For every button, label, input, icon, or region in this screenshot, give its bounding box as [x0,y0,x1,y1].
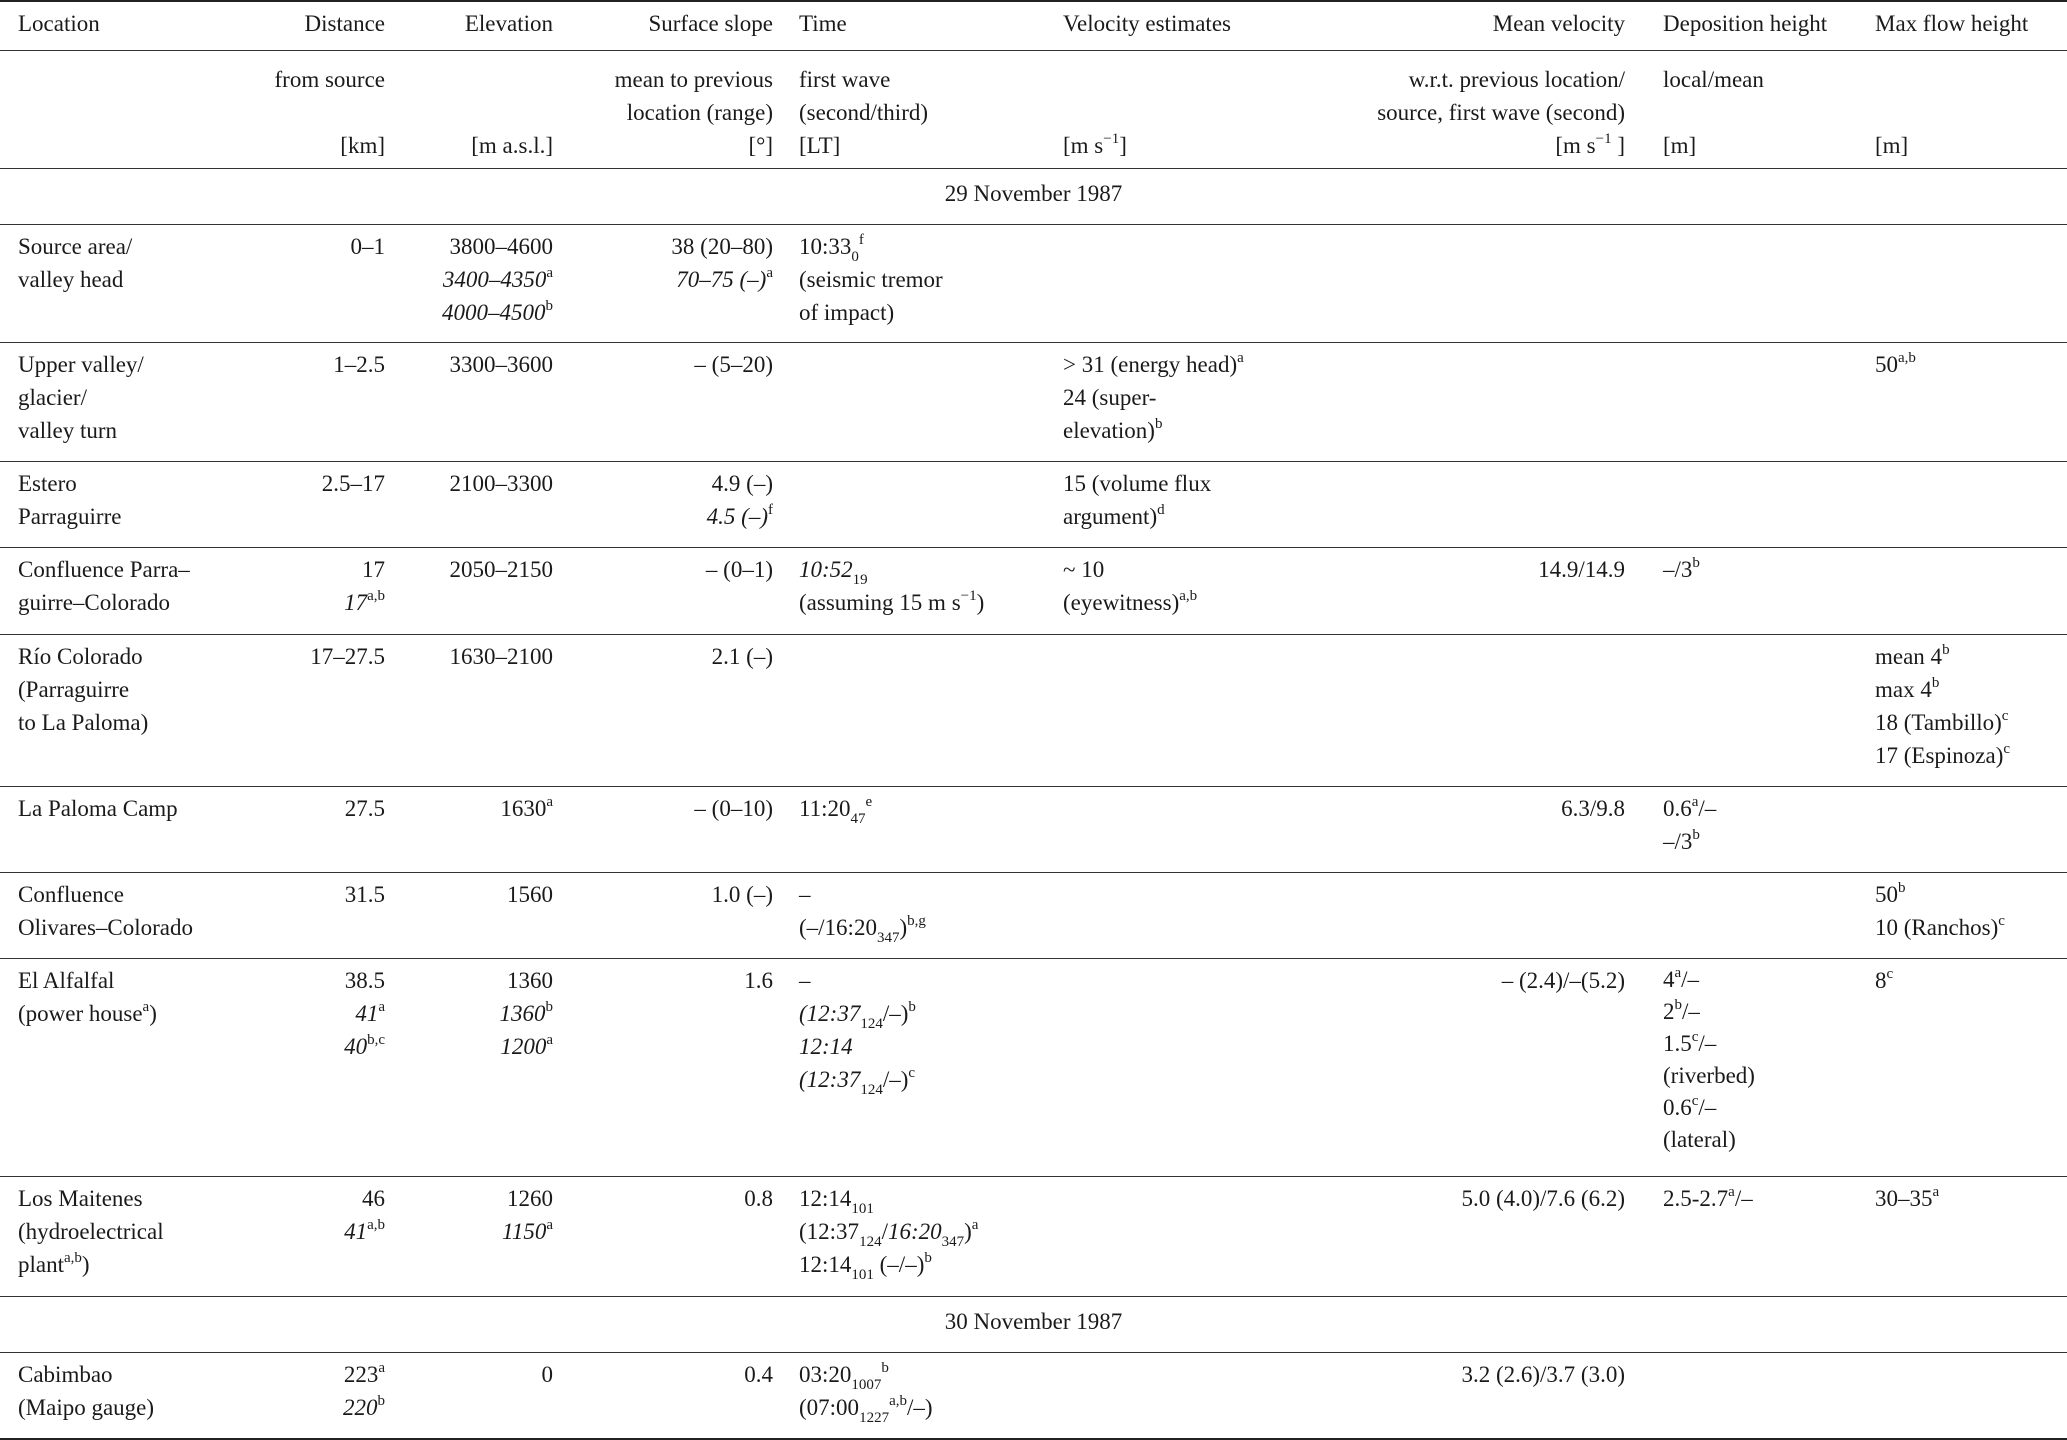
distance-cell: 46 41$^{a,b}$ [254,1177,402,1297]
slope-cell: 1.6 [570,959,790,1177]
table-row [0,873,2067,959]
table-row [0,548,2067,635]
time-cell: $11:20_{47}^e$ [790,787,1056,873]
location-cell: Confluence Olivares–Colorado [0,873,254,959]
table-row [0,787,2067,873]
table-row [0,959,2067,1177]
slope-cell: 4.9 (–) 4.5 $(-)^f$ [570,462,790,548]
distance-sub: from source [254,51,402,130]
col-header-location: Location [0,1,254,51]
elevation-cell: 2100–3300 [402,462,570,548]
distance-cell: 31.5 [254,873,402,959]
slope-cell: 2.1 (–) [570,635,790,787]
table-row [0,1353,2067,1439]
meanvel-cell: 3.2 (2.6)/3.7 (3.0) [1306,1353,1642,1439]
meanvel-sub: w.r.t. previous location/ source, first wave (second) [1306,51,1642,130]
units-row [0,129,2067,169]
section-date: 30 November 1987 [0,1297,2067,1353]
meanvel-cell: 5.0 (4.0)/7.6 (6.2) [1306,1177,1642,1297]
section-row [0,169,2067,225]
time-cell: $10:52_{19}$ (assuming 15 m $s^{-1}$) [790,548,1056,635]
distance-cell: 0–1 [254,225,402,343]
table-row [0,225,2067,343]
distance-cell: 1–2.5 [254,343,402,462]
meanvel-cell: 6.3/9.8 [1306,787,1642,873]
col-header-velocity: Velocity estimates [1056,1,1306,51]
elevation-cell: 1260 1150$^a$ [402,1177,570,1297]
table-row [0,343,2067,462]
col-header-deposition: Deposition height [1642,1,1869,51]
meanvel-cell: 14.9/14.9 [1306,548,1642,635]
depo-cell: 2.5-2.7$^a$/– [1642,1177,1869,1297]
unit-velocity: [m $s^{-1}$] [1063,131,1127,158]
slope-sub: mean to previous location (range) [570,51,790,130]
unit-time: [LT] [799,133,841,158]
col-header-mean-velocity: Mean velocity [1306,1,1642,51]
distance-cell: 27.5 [254,787,402,873]
elevation-cell: 3800–4600 3400–4350$^a$ 4000–4500$^b$ [402,225,570,343]
unit-distance: [km] [340,133,385,158]
distance-cell: 38.5 41$^a$ 40$^{b,c}$ [254,959,402,1177]
maxflow-cell: 30–35$^a$ [1869,1177,2067,1297]
slope-cell: 0.4 [570,1353,790,1439]
location-cell: Cabimbao (Maipo gauge) [0,1353,254,1439]
slope-cell: – (0–10) [570,787,790,873]
header-row [0,1,2067,51]
slope-cell: 1.0 (–) [570,873,790,959]
slope-cell: 0.8 [570,1177,790,1297]
time-sub: first wave (second/third) [790,51,1056,130]
unit-deposition: [m] [1663,133,1697,158]
velocity-cell: ~ 10 (eyewitness)$^{a,b}$ [1056,548,1306,635]
table-row [0,635,2067,787]
slope-cell: – (5–20) [570,343,790,462]
header-sub-row [0,51,2067,130]
depo-cell: 4$^a$/– 2$^b$/– 1.5$^c$/– (riverbed) 0.6$^c$/– (lateral) [1642,959,1869,1177]
elevation-cell: 1630–2100 [402,635,570,787]
location-cell: Confluence Parra– guirre–Colorado [0,548,254,635]
time-cell: – $(-/16:20_{347})^{b,g}$ [790,873,1056,959]
col-header-max-flow: Max flow height [1869,1,2067,51]
unit-max-flow: [m] [1875,133,1909,158]
time-cell: $10:33_0^f$ (seismic tremor of impact) [790,225,1056,343]
depo-cell: –/3$^b$ [1642,548,1869,635]
location-cell: Río Colorado (Parraguirre to La Paloma) [0,635,254,787]
elevation-cell: 0 [402,1353,570,1439]
elevation-cell: 3300–3600 [402,343,570,462]
section-date: 29 November 1987 [0,169,2067,225]
maxflow-cell: 8$^c$ [1869,959,2067,1177]
unit-slope: [°] [748,133,773,158]
location-cell: Upper valley/ glacier/ valley turn [0,343,254,462]
unit-elevation: [m a.s.l.] [471,133,553,158]
distance-cell: 2.5–17 [254,462,402,548]
location-cell: El Alfalfal (power house$^a$) [0,959,254,1177]
distance-cell: 17–27.5 [254,635,402,787]
time-cell: $03:20_{1007}^b$ $(07:00_{1227}^{a,b}/-)$ [790,1353,1056,1439]
col-header-time: Time [790,1,1056,51]
location-cell: Los Maitenes (hydroelectrical plant$^{a,b}$) [0,1177,254,1297]
slope-cell: – (0–1) [570,548,790,635]
velocity-cell: > 31 (energy head)$^a$ 24 (super- elevation)$^b$ [1056,343,1306,462]
location-cell: Source area/ valley head [0,225,254,343]
distance-cell: 17 17$^{a,b}$ [254,548,402,635]
maxflow-cell: 50$^b$ 10 (Ranchos)$^c$ [1869,873,2067,959]
maxflow-cell: mean 4$^b$ max 4$^b$ 18 (Tambillo)$^c$ 17 (Espinoza)$^c$ [1869,635,2067,787]
elevation-cell: 1630$^a$ [402,787,570,873]
maxflow-cell: 50$^{a,b}$ [1869,343,2067,462]
section-row [0,1297,2067,1353]
location-cell: La Paloma Camp [0,787,254,873]
depo-cell: 0.6$^a$/– –/3$^b$ [1642,787,1869,873]
elevation-cell: 1560 [402,873,570,959]
velocity-cell: 15 (volume flux argument)$^d$ [1056,462,1306,548]
time-cell: $12:14_{101}$ $(12:37_{124}/16:20_{347})^a$ $12:14_{101}$ $(-/-)^b$ [790,1177,1056,1297]
col-header-distance: Distance [254,1,402,51]
col-header-elevation: Elevation [402,1,570,51]
depo-sub: local/mean [1642,51,1869,130]
meanvel-cell: – (2.4)/–(5.2) [1306,959,1642,1177]
elevation-cell: 1360 1360$^b$ 1200$^a$ [402,959,570,1177]
unit-mean-velocity: [m $s^{-1}$ ] [1555,131,1625,158]
col-header-slope: Surface slope [570,1,790,51]
table-row [0,1177,2067,1297]
distance-cell: 223$^a$ 220$^b$ [254,1353,402,1439]
location-cell: Estero Parraguirre [0,462,254,548]
slope-cell: 38 (20–80) 70–75 $(-)^a$ [570,225,790,343]
table-row [0,462,2067,548]
time-cell: – $(12:37_{124}/-)^b$ 12:14 $(12:37_{124}/-)^c$ [790,959,1056,1177]
elevation-cell: 2050–2150 [402,548,570,635]
